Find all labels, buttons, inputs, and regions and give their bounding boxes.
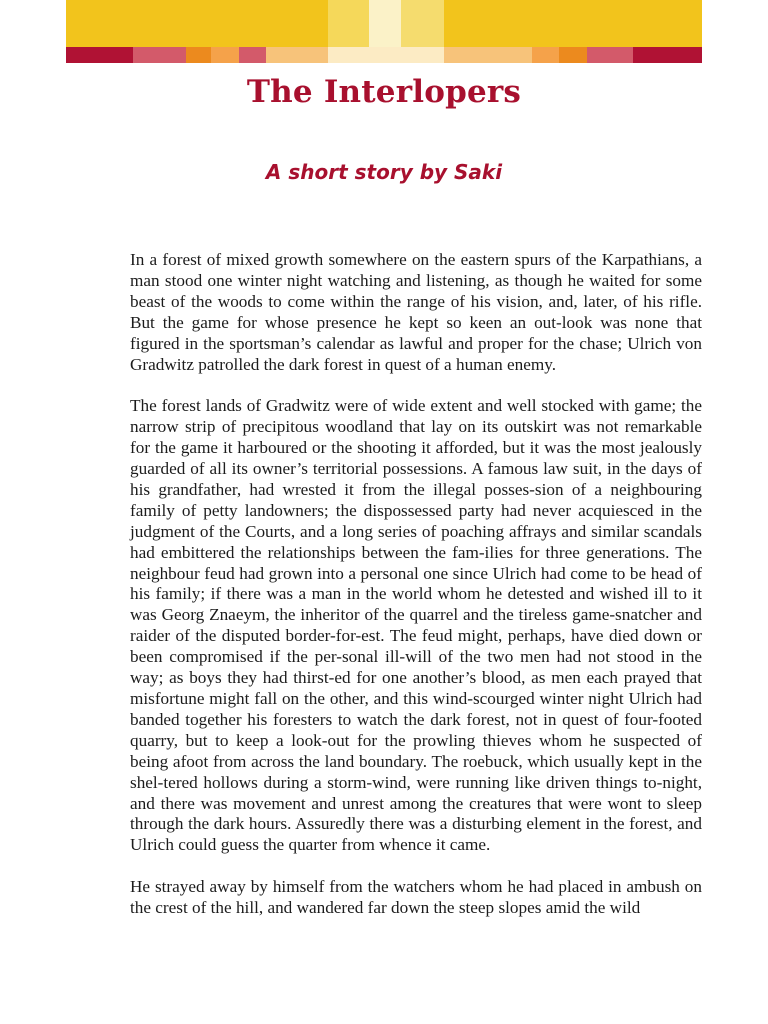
banner-band-top-left	[66, 0, 328, 47]
banner-band-top-right	[444, 0, 702, 47]
banner-stripe	[186, 47, 211, 63]
banner-band-top-mid-left	[328, 0, 369, 47]
banner-stripe	[587, 47, 633, 63]
story-paragraph: He strayed away by himself from the watchers whom he had placed in ambush on the crest of the hill, and wandered far down the steep slopes amid the wild	[130, 877, 702, 918]
story-paragraph: The forest lands of Gradwitz were of wide extent and well stocked with game; the narrow strip of precipitous woodland that lay on its outskirt was not remarkable for the game it harboured or the shooting it afforded, but it was the most jealously guarded of all its owner’s territorial possessions. A famous law suit, in the days of his grandfather, had wrested it from the illegal posses-sion of a neighbouring family of petty landowners; the dispossessed party had never acquiesced in the judgment of the Courts, and a long series of poaching affrays and similar scandals had embittered the relationships between the fam-ilies for three generations. The neighbour feud had grown into a personal one since Ulrich had come to be head of his family; if there was a man in the world whom he detested and wished ill to it was Georg Znaeym, the inheritor of the quarrel and the tireless game-snatcher and raider of the disputed border-for-est. The feud might, perhaps, have died down or been compromised if the per-sonal ill-will of the two men had not stood in the way; as boys they had thirst-ed for one another’s blood, as men each prayed that misfortune might fall on the other, and this wind-scourged winter night Ulrich had banded together his foresters to watch the dark forest, not in quest of four-footed quarry, but to keep a look-out for the prowling thieves whom he suspected of being afoot from across the land boundary. The roebuck, which usually kept in the shel-tered hollows during a storm-wind, were running like driven things to-night, and there was movement and unrest among the creatures that were wont to sleep through the dark hours. Assuredly there was a disturbing element in the forest, and Ulrich could guess the quarter from whence it came.	[130, 396, 702, 855]
banner-stripe	[211, 47, 239, 63]
banner-stripe	[66, 47, 133, 63]
banner-stripe	[328, 47, 444, 63]
banner-stripe	[133, 47, 186, 63]
story-body	[130, 250, 702, 940]
banner-stripe	[633, 47, 702, 63]
banner-stripe	[559, 47, 587, 63]
banner-stripe	[266, 47, 328, 63]
story-title: The Interlopers	[246, 74, 522, 110]
banner-band-top-mid-right	[401, 0, 444, 47]
banner-stripe	[532, 47, 559, 63]
banner-stripe	[239, 47, 266, 63]
banner-stripe	[444, 47, 532, 63]
story-paragraph: In a forest of mixed growth somewhere on the eastern spurs of the Karpathians, a man stood one winter night watching and listening, as though he waited for some beast of the woods to come within the range of his vision, and, later, of his rifle. But the game for whose presence he kept so keen an out-look was none that figured in the sportsman’s calendar as lawful and proper for the chase; Ulrich von Gradwitz patrolled the dark forest in quest of a human enemy.	[130, 250, 702, 374]
header-banner	[66, 0, 702, 63]
banner-band-top-center	[369, 0, 401, 47]
story-subtitle: A short story by Saki	[265, 160, 503, 184]
